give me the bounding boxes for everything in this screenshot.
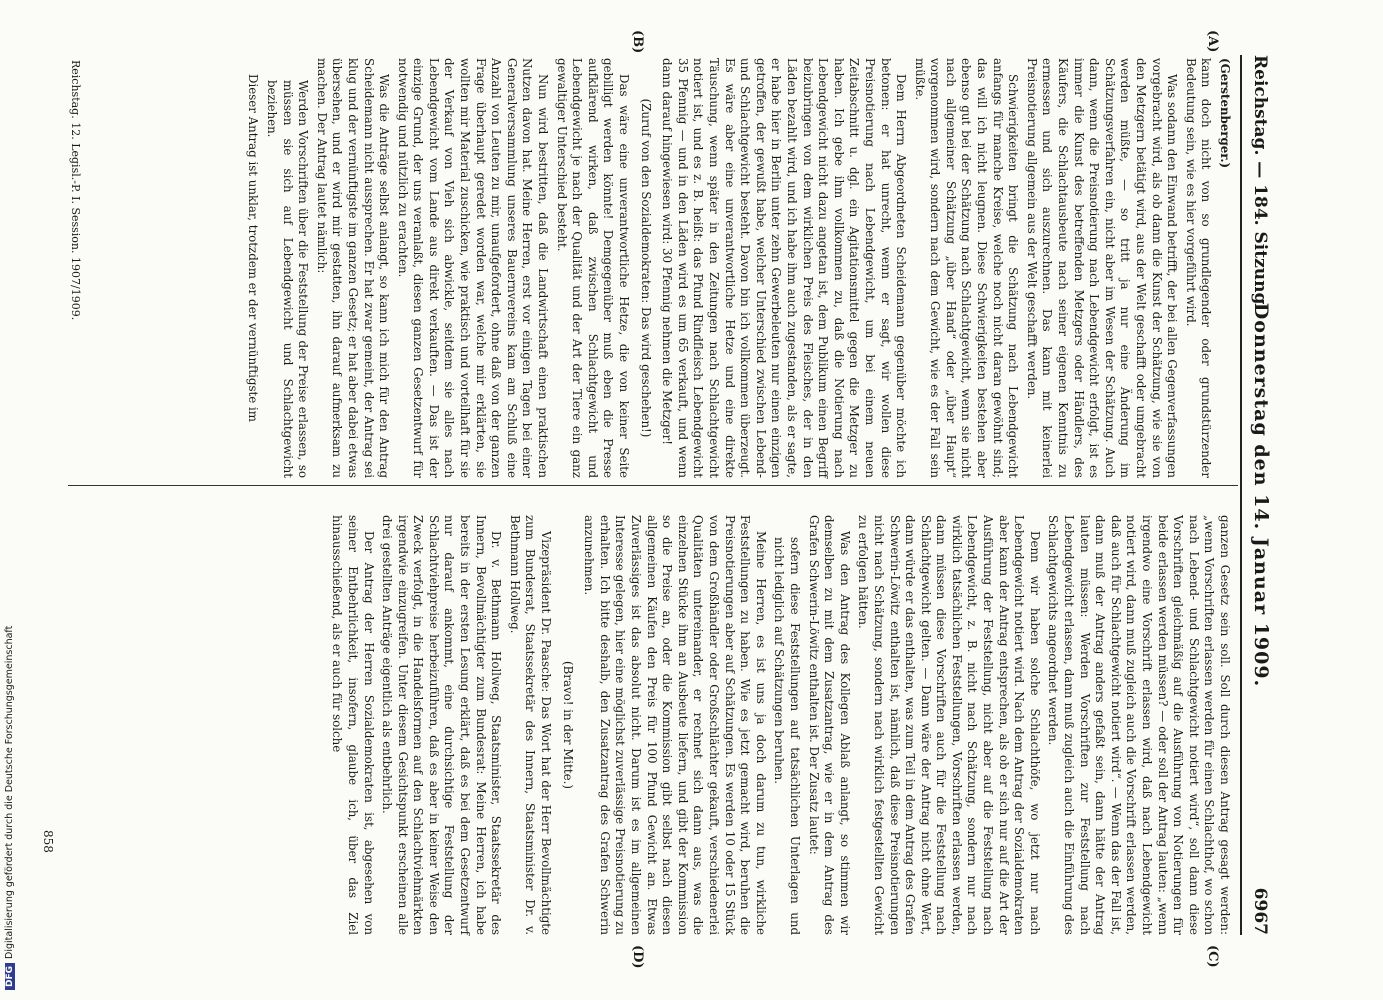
page-footer: Reichstag. 12. Legisl.-P. I. Session. 1907/1909.: [69, 60, 82, 321]
paragraph: Was den Antrag des Kollegen Ablaß anlangt, so stimmen wir demselben zu mit dem Zusatzantrag, wie er in dem Antrag des Grafen Schwerin-Löwitz enthalten ist. Der Zusatz lautet:: [806, 515, 852, 935]
page-header: [1240, 55, 1278, 935]
paragraph: Dem Herrn Abgeordneten Scheidemann gegenüber möchte ich betonen: er hat unrecht, wenn er sagt, wir wollen diese Preisnotierung nach Lebendgewicht, um bei einem neuen Zeitabschnitt u. dgl. ein Agitationsmittel gegen die Metzger zu haben. Ich gebe ihm vollkommen zu, daß die Notierung nach Lebendgewicht nicht dazu angetan ist, dem Publikum einen Begriff beizubringen von dem wirklichen Preis des Fleisches, der in den Läden bezahlt wird, und ich habe ihm auch zugestanden, als er sagte, er habe hier in Berlin unter zehn Gewerbeleuten nur einen einzigen getroffen, der gewußt habe, welcher Unterschied zwischen Lebend- und Schlachtgewicht besteht. Davon bin ich vollkommen überzeugt. Es wäre aber eine unverantwortliche Hetze und eine direkte Täuschung, wenn später in den Zeitungen nach Schlachtgewicht notiert ist, und es z. B. heißt: das Pfund Rindfleisch Lebendgewicht 35 Pfennig — und in den Läden wird es um 65 verkauft, und wenn dann darauf hingewiesen wird: 30 Pfennig nehmen die Metzger!: [660, 58, 909, 478]
paragraph: Dieser Antrag ist unklar, trotzdem er der vernünftigste im: [246, 74, 261, 422]
left-column: [242, 58, 1232, 478]
paragraph: Nun wird bestritten, daß die Landwirtschaft einen praktischen Nutzen davon hat. Meine Herren, erst vor einigen Tagen bei einer Generalversammlung unseres Bauernvereins kam am Schluß eine Anzahl von Leuten zu mir, unaufgefordert, ohne daß von der ganzen Frage überhaupt geredet worden war, welche mir erklärten, sie wollten mir Material zuschicken, wie praktisch und vorteilhaft für sie der Verkauf von Vieh sich abwickle, seitdem sie alles nach Lebendgewicht vom Lande aus direkt verkauften. — Das ist der einzige Grund, der uns veranlaßt, diesen ganzen Gesetzentwurf für notwendig und nützlich zu erachten.: [395, 58, 551, 478]
quoted-motion: Werden Vorschriften über die Feststellung der Preise erlassen, so müssen sie sich auf Lebendgewicht und Schlachtgewicht beziehen.: [264, 80, 311, 478]
right-column: [326, 515, 1232, 935]
quoted-motion: sofern diese Feststellungen auf tatsächlichen Unterlagen und nicht lediglich auf Schätzungen beruhen.: [772, 537, 802, 935]
paragraph: Das wäre eine unverantwortliche Hetze, die von keiner Seite gebilligt werden könnte! Demgegenüber muß eben die Presse aufklärend wirken, daß zwischen Schlachtgewicht und Lebendgewicht je nach der Qualität und der Art der Tiere ein ganz gewaltiger Unterschied besteht.: [554, 58, 632, 478]
bottom-page-number: 858: [41, 830, 55, 853]
margin-mark-d: (D): [630, 945, 645, 969]
header-left: Reichstag. — 184. Sitzung.: [1250, 55, 1270, 311]
paragraph: Was die Anträge selbst anlangt, so kann ich mich für den Antrag Scheidemann nicht aussprechen. Er hat zwar gemeint, der Antrag sei klug und der vernünftigste im ganzen Gesetz; er hat aber dabei etwas übersehen, und er wird mir gestatten, ihn darauf aufmerksam zu machen. Der Antrag lautet nämlich:: [314, 58, 392, 478]
column-divider: [68, 485, 1238, 486]
paragraph: Vizepräsident Dr. Paasche: Das Wort hat der Herr Bevollmächtigte zum Bundesrat, Staatssekretär des Innern, Staatsminister Dr. v. Bethmann Hollweg.: [507, 515, 554, 935]
header-date: Donnerstag den 14. Januar 1909.: [1250, 302, 1272, 688]
paragraph: kann doch nicht von so grundlegender oder grundstürzender Bedeutung sein, wie es hier vorgeführt wird.: [1183, 58, 1214, 478]
dfg-logo-icon: DFG: [5, 963, 15, 990]
margin-mark-c: (C): [1205, 945, 1220, 968]
digitization-text: Digitalisierung gefördert durch die Deutsche Forschungsgemeinschaft: [4, 625, 15, 959]
digitization-note: [4, 10, 18, 990]
paragraph: Dr. v. Bethmann Hollweg, Staatsminister, Staatssekretär des Innern, Bevollmächtigter zum Bundesrat: Meine Herren, ich habe bereits in der ersten Lesung erklärt, daß es bei dem Gesetzentwurf nur darauf ankommt, eine durchsichtige Feststellung der Schlachtviehpreise herbeizuführen, daß es aber in keiner Weise den Zweck verfolgt, in die Handelsformen auf den Schlachtviehmärkten irgendwie einzugreifen. Unter diesem Gesichtspunkt erscheinen alle drei gestellten Anträge eigentlich als entbehrlich.: [380, 515, 504, 935]
margin-mark-b: (B): [630, 30, 645, 54]
interjection: (Zuruf von den Sozialdemokraten: Das wird geschehen!): [638, 98, 653, 438]
paragraph: Der Antrag der Herren Sozialdemokraten ist, abgesehen von seiner Entbehrlichkeit, insofern, glaube ich, über das Ziel hinausschießend, als er auch für solche: [330, 515, 376, 935]
paragraph: Schwierigkeiten bringt die Schätzung nach Lebendgewicht anfangs für manche Kreise, welche noch nicht daran gewöhnt sind; das will ich nicht leugnen. Diese Schwierigkeiten bestehen aber ebenso gut bei der Schätzung nach Schlachtgewicht, wenn sie nicht nach allgemeiner Schätzung „über Hand“ oder „über Haupt“ vorgenommen wird, sondern nach dem Gewicht, wie es der Fall sein müßte.: [912, 58, 1021, 478]
applause-note: (Bravo! in der Mitte.): [560, 661, 575, 789]
header-page-number: 6967: [1250, 887, 1270, 935]
paragraph: Denn wir haben solche Schlachthöfe, wo jetzt nur nach Lebendgewicht notiert wird. Nach dem Antrag der Sozialdemokraten aber kann der Antrag entsprechen, als ob er sich nur auf die Art der Ausführung der Feststellung, nicht aber auf die Feststellung nach Lebendgewicht, z. B. nicht nach Schätzung, sondern nur nach wirklich tatsächlichen Feststellungen, Vorschriften erlassen werden, dann müssen diese Vorschriften auch für die Feststellung nach Schlachtgewicht gelten. — Dann wäre der Antrag nicht ohne Wert, dann würde er das enthalten, was zum Teil in dem Antrag des Grafen Schwerin-Löwitz enthalten ist, nämlich, daß diese Preisnotierungen nicht nach Schätzung, sondern nach wirklich festgestellten Gewicht zu erfolgen hätten.: [856, 515, 1042, 935]
paragraph: Meine Herren, es ist uns ja doch darum zu tun, wirkliche Feststellungen zu haben. Wie es jetzt gemacht wird, beruhen die Preisnotierungen aber auf Schätzungen. Es werden 10 oder 15 Stück von dem Großhändler oder Großschlächter gekauft, verschiedenerlei Qualitäten untereinander, er rechnet sich dann aus, was die einzelnen Stücke ihm an Ausbeute liefern, und gibt der Kommission so die Preise an, oder die Kommission gibt selbst nach diesen allgemeinen Käufen den Preis für 100 Pfund Gewicht an. Etwas Zuverlässiges ist das absolut nicht. Darum ist es im allgemeinen Interesse gelegen, hier eine möglichst zuverlässige Preisnotierung zu erhalten. Ich bitte deshalb, den Zusatzantrag des Grafen Schwerin anzunehmen.: [582, 515, 768, 935]
speaker-tag: (Gerstenberger.): [1218, 58, 1232, 169]
paragraph: ganzen Gesetz sein soll. Soll durch diesen Antrag gesagt werden: „wenn Vorschriften erlassen werden für einen Schlachthof, wo schon nach Lebend- und Schlachtgewicht notiert wird“, soll dann diese Vorschriften gleichmäßig auf die Ausführung von Notierungen für beide erlassen werden müssen? — oder soll der Antrag lauten: „wenn irgendwo eine Vorschrift erlassen wird, daß nach Lebendgewicht notiert wird, dann muß zugleich auch die Vorschrift erlassen werden, daß auch für Schlachtgewicht notiert wird“. — Wenn das der Fall ist, dann muß der Antrag anders gefaßt sein, dann hätte der Antrag lauten müssen: Werden Vorschriften zur Feststellung nach Lebendgewicht erlassen, dann muß zugleich auch die Einführung des Schlachtgewichts angeordnet werden.: [1046, 515, 1232, 935]
margin-mark-a: (A): [1205, 30, 1220, 53]
paragraph: Was sodann den Einwand betrifft, der bei allen Gegenverfassungen vorgebracht wird, als ob dann die Kunst der Schätzung, wie sie von den Metzgern betätigt wird, aus der Welt geschafft oder umgebracht werden müßte, — so tritt ja nur eine Änderung im Schätzungsverfahren ein, nicht aber im Wesen der Schätzung. Auch dann, wenn die Preisnotierung nach Lebendgewicht erfolgt, ist es immer die Kunst des betreffenden Metzgers oder Händlers, des Käufers, die Schlachtausbeute nach seiner eigenen Kenntnis zu ermessen und sich auszurechnen. Das kann mit keinerlei Preisnotierung allgemein aus der Welt geschafft werden.: [1024, 58, 1180, 478]
